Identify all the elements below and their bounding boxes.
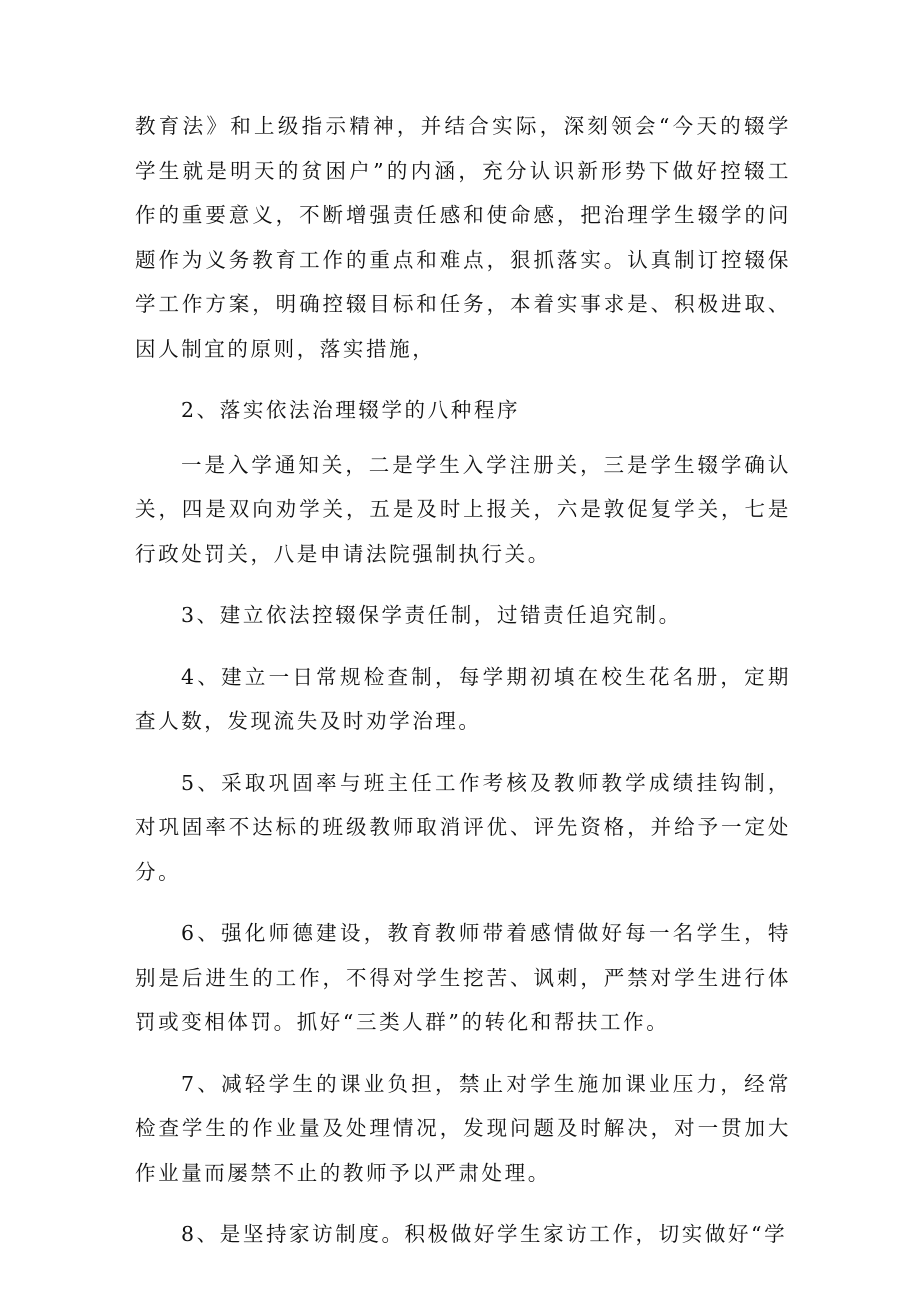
paragraph-eight-procedures: 一是入学通知关，二是学生入学注册关，三是学生辍学确认关，四是双向劝学关，五是及时上报关，六是敦促复学关，七是行政处罚关，八是申请法院强制执行关。 xyxy=(135,452,791,566)
paragraph-item-2-heading: 2、落实依法治理辍学的八种程序 xyxy=(181,398,521,422)
paragraph-item-4: 4、建立一日常规检查制，每学期初填在校生花名册，定期查人数，发现流失及时劝学治理。 xyxy=(135,664,791,733)
document-body xyxy=(135,104,791,1274)
paragraph-continuation: 教育法》和上级指示精神，并结合实际，深刻领会“今天的辍学学生就是明天的贫困户”的内涵，充分认识新形势下做好控辍工作的重要意义，不断增强责任感和使命感，把治理学生辍学的问题作为义务教育工作的重点和难点，狠抓落实。认真制订控辍保学工作方案，明确控辍目标和任务，本着实事求是、积极进取、因人制宜的原则，落实措施， xyxy=(135,114,791,361)
paragraph-item-7: 7、减轻学生的课业负担，禁止对学生施加课业压力，经常检查学生的作业量及处理情况，发现问题及时解决，对一贯加大作业量而屡禁不止的教师予以严肃处理。 xyxy=(135,1071,791,1185)
paragraph-item-5: 5、采取巩固率与班主任工作考核及教师教学成绩挂钩制，对巩固率不达标的班级教师取消评优、评先资格，并给予一定处分。 xyxy=(135,770,791,884)
paragraph-item-6: 6、强化师德建设，教育教师带着感情做好每一名学生，特别是后进生的工作，不得对学生挖苦、讽刺，严禁对学生进行体罚或变相体罚。抓好“三类人群”的转化和帮扶工作。 xyxy=(135,921,791,1034)
paragraph-item-3: 3、建立依法控辍保学责任制，过错责任追究制。 xyxy=(181,603,682,627)
paragraph-item-8: 8、是坚持家访制度。积极做好学生家访工作，切实做好“学 xyxy=(181,1222,788,1246)
